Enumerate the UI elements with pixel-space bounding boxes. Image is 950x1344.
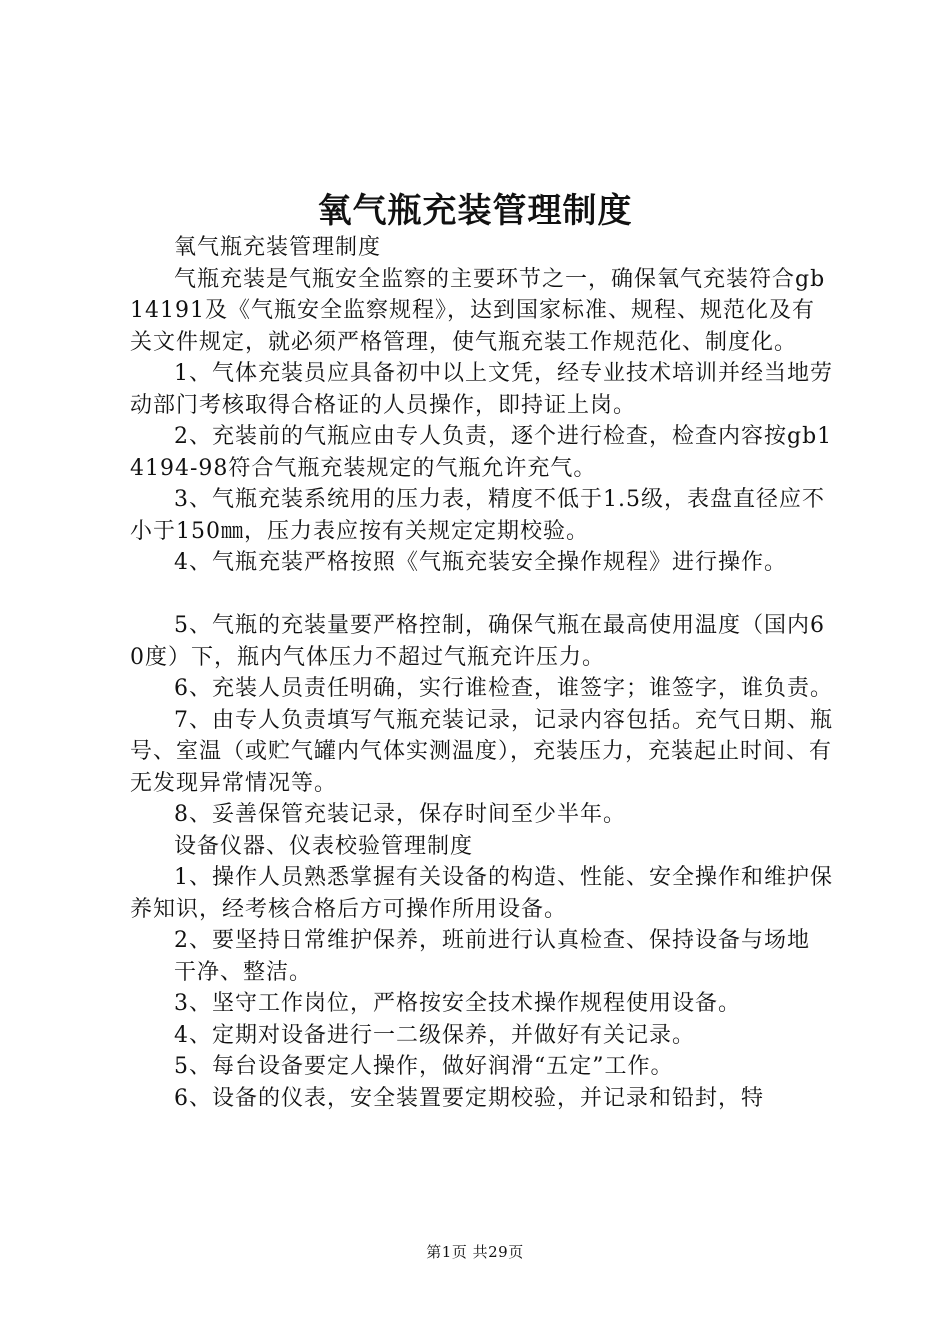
paragraph-rule-5: 5、气瓶的充装量要严格控制，确保气瓶在最高使用温度（国内60度）下，瓶内气体压力不超过气瓶充许压力。	[130, 613, 825, 670]
paragraph-equipment-5: 5、每台设备要定人操作，做好润滑“五定”工作。	[174, 1054, 674, 1079]
paragraph-equipment-3: 3、坚守工作岗位，严格按安全技术操作规程使用设备。	[174, 991, 741, 1016]
paragraph-subtitle: 氧气瓶充装管理制度	[174, 235, 382, 260]
paragraph-rule-6: 6、充装人员责任明确，实行谁检查，谁签字；谁签字，谁负责。	[174, 676, 833, 701]
paragraph-equipment-6: 6、设备的仪表，安全装置要定期校验，并记录和铅封，特	[174, 1085, 764, 1111]
paragraph-rule-1: 1、气体充装员应具备初中以上文凭，经专业技术培训并经当地劳动部门考核取得合格证的人员操作，即持证上岗。	[130, 361, 833, 418]
page-footer: 第1页 共29页	[426, 1243, 524, 1261]
paragraph-rule-2: 2、充装前的气瓶应由专人负责，逐个进行检查，检查内容按gb14194-98符合气瓶充装规定的气瓶允许充气。	[130, 424, 833, 481]
paragraph-intro: 气瓶充装是气瓶安全监察的主要环节之一，确保氧气充装符合gb14191及《气瓶安全监察规程》，达到国家标准、规程、规范化及有关文件规定，就必须严格管理，使气瓶充装工作规范化、制度化。	[130, 266, 826, 355]
paragraph-equipment-2-cont: 干净、整洁。	[174, 959, 313, 985]
paragraph-gap	[130, 579, 834, 611]
section-heading-equipment: 设备仪器、仪表校验管理制度	[174, 833, 474, 859]
paragraph-rule-3: 3、气瓶充装系统用的压力表，精度不低于1.5级，表盘直径应不小于150㎜，压力表应按有关规定定期校验。	[130, 487, 825, 544]
paragraph-equipment-2: 2、要坚持日常维护保养，班前进行认真检查、保持设备与场地	[174, 928, 810, 953]
document-body	[130, 232, 834, 1114]
paragraph-rule-8: 8、妥善保管充装记录，保存时间至少半年。	[174, 802, 626, 827]
document-title: 氧气瓶充装管理制度	[317, 191, 633, 231]
paragraph-rule-7: 7、由专人负责填写气瓶充装记录，记录内容包括。充气日期、瓶号、室温（或贮气罐内气体实测温度），充装压力，充装起止时间、有无发现异常情况等。	[130, 707, 833, 796]
paragraph-equipment-1: 1、操作人员熟悉掌握有关设备的构造、性能、安全操作和维护保养知识，经考核合格后方可操作所用设备。	[130, 865, 833, 922]
paragraph-rule-4: 4、气瓶充装严格按照《气瓶充装安全操作规程》进行操作。	[174, 550, 787, 575]
paragraph-equipment-4: 4、定期对设备进行一二级保养，并做好有关记录。	[174, 1022, 695, 1048]
